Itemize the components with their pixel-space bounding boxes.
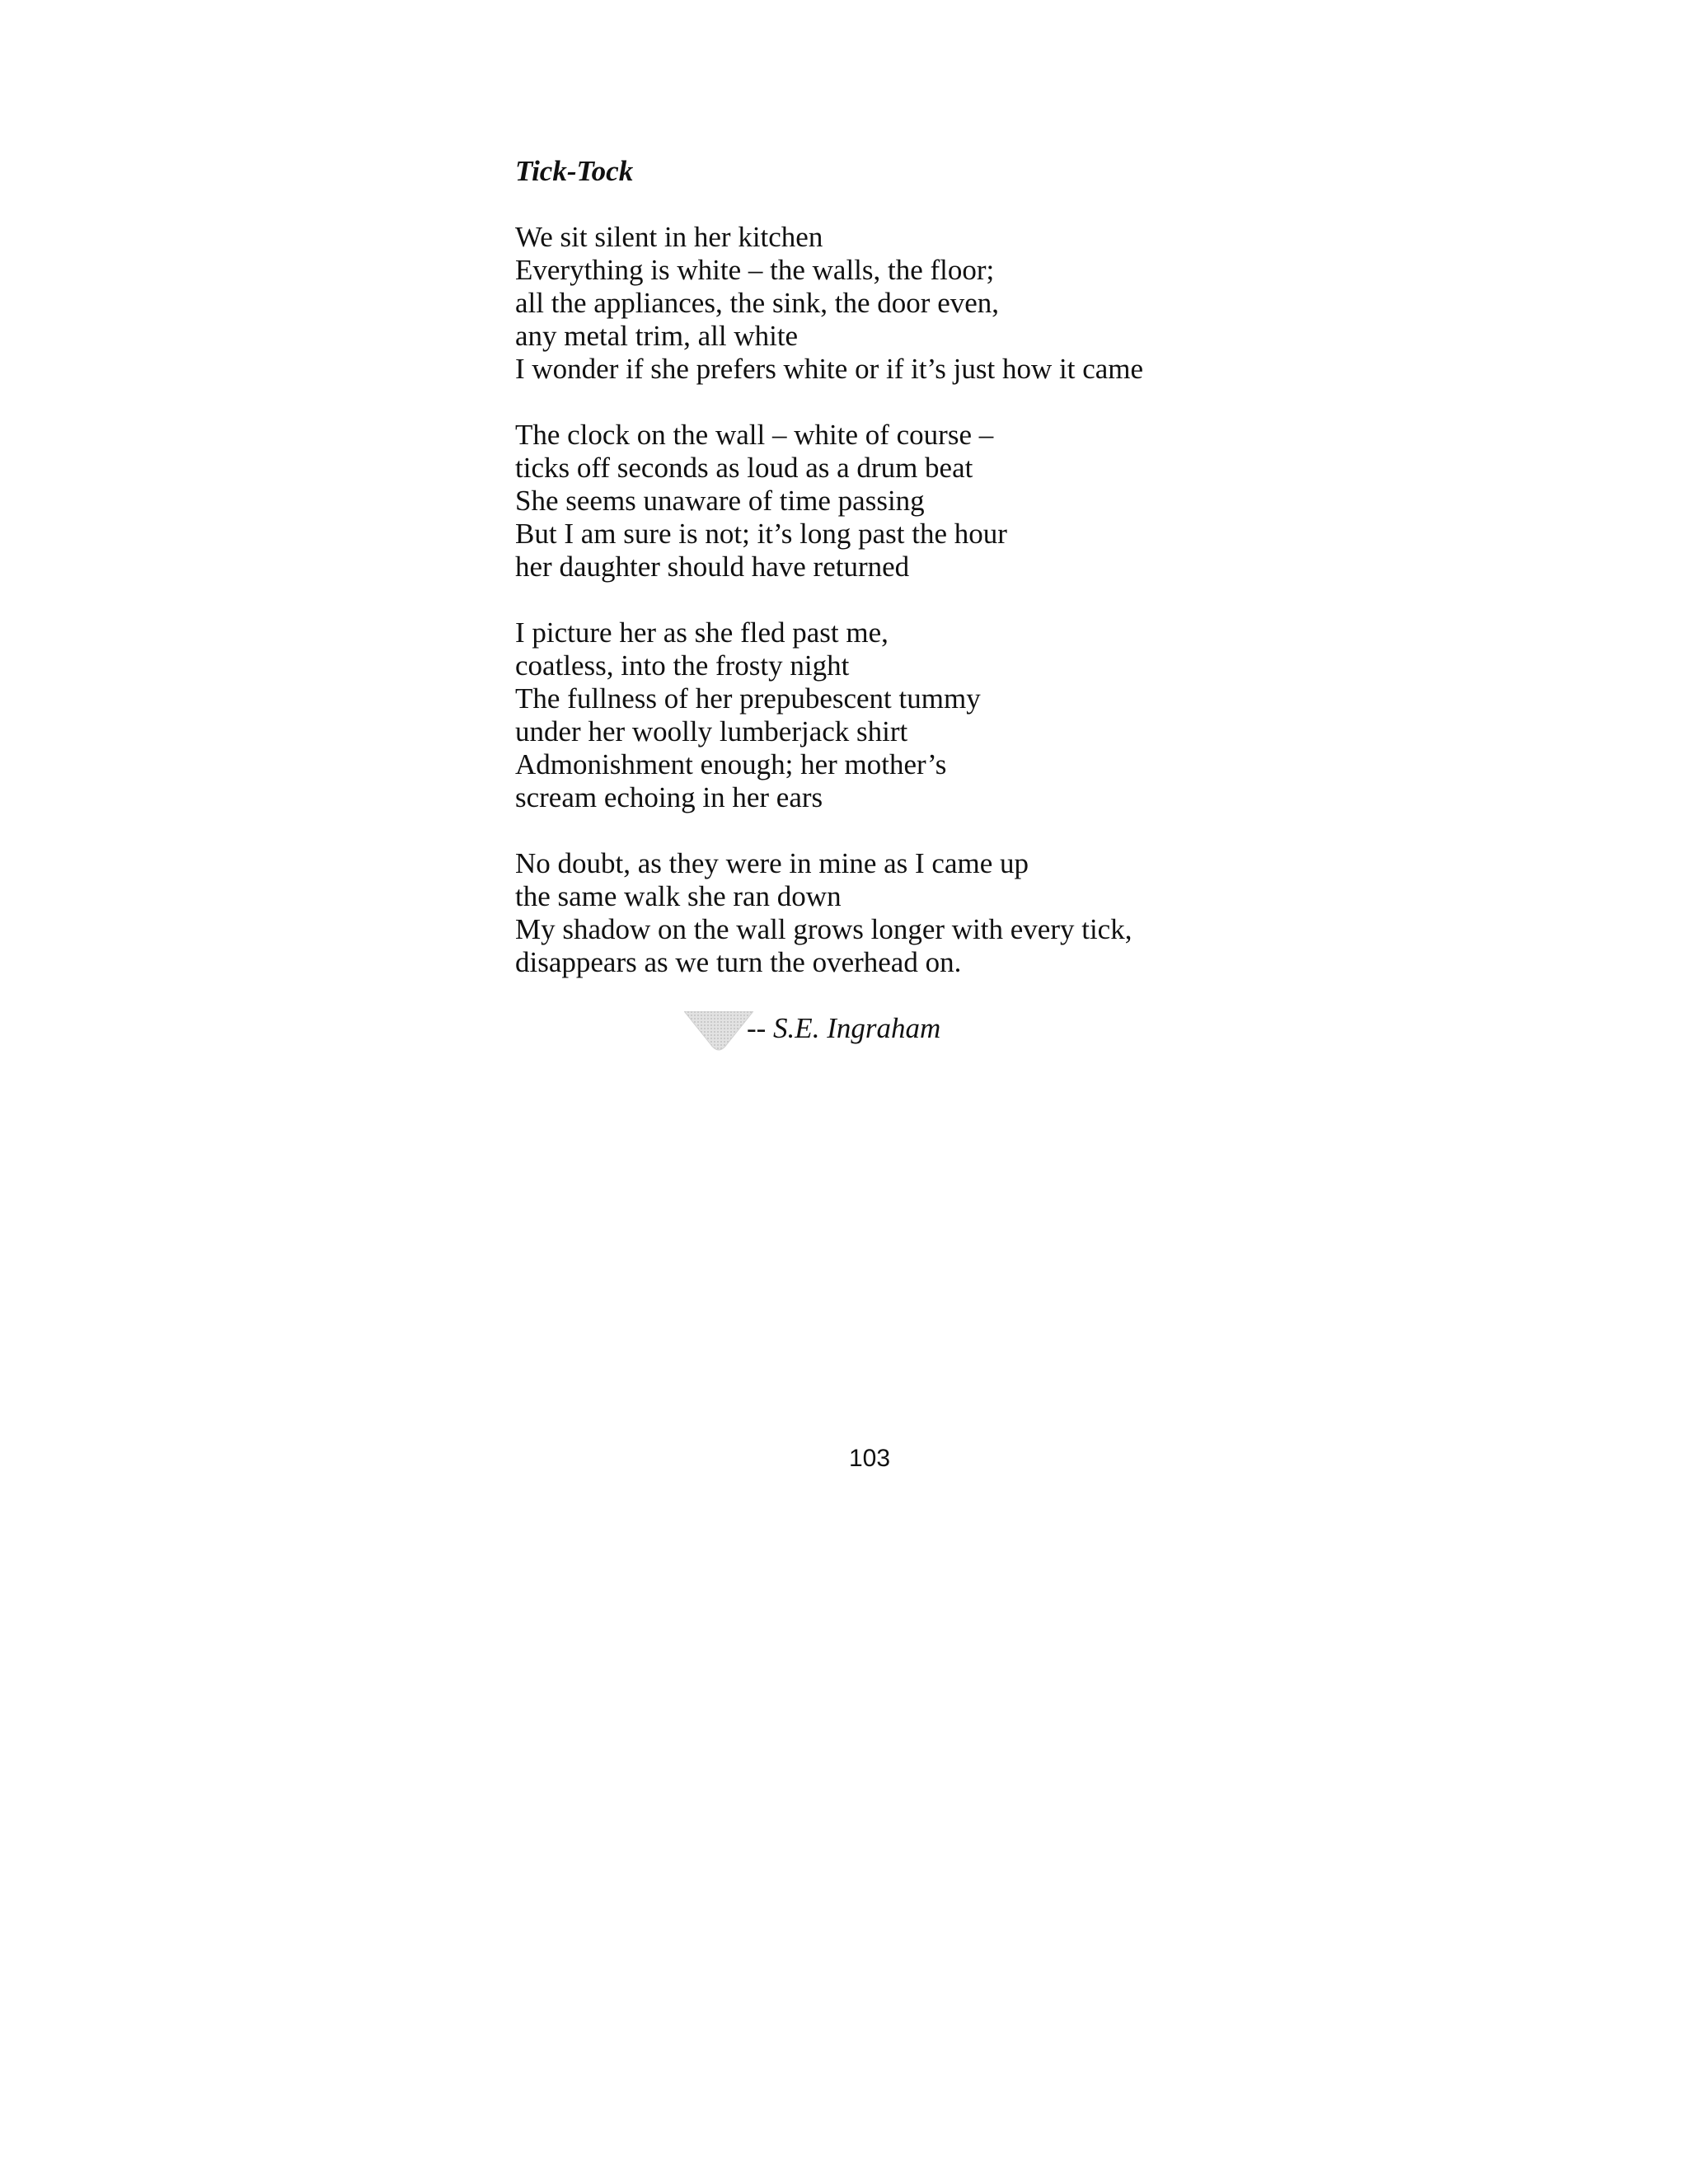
stanza-4: [515, 847, 1257, 979]
poem-line: She seems unaware of time passing: [515, 485, 925, 517]
stanza-1: [515, 221, 1257, 386]
poem-line: coatless, into the frosty night: [515, 649, 850, 682]
stanza-3: [515, 616, 1257, 814]
poem-line: Everything is white – the walls, the floor;: [515, 254, 995, 286]
poem-line: ticks off seconds as loud as a drum beat: [515, 452, 973, 484]
poem-line: the same walk she ran down: [515, 880, 842, 912]
poem-line: under her woolly lumberjack shirt: [515, 715, 908, 748]
poem-author: -- S.E. Ingraham: [747, 1012, 941, 1044]
poem-line: But I am sure is not; it’s long past the hour: [515, 518, 1007, 550]
poem-line: We sit silent in her kitchen: [515, 221, 823, 253]
poem-line: Admonishment enough; her mother’s: [515, 748, 947, 780]
poem-line: disappears as we turn the overhead on.: [515, 946, 962, 978]
gray-chevron-ornament-icon: [684, 1011, 753, 1054]
poem-line: her daughter should have returned: [515, 551, 910, 583]
poem-line: I picture her as she fled past me,: [515, 616, 889, 649]
poem-line: My shadow on the wall grows longer with every tick,: [515, 913, 1132, 945]
poem-line: any metal trim, all white: [515, 320, 799, 352]
stanza-2: [515, 419, 1257, 583]
page-number: 103: [848, 1445, 891, 1472]
poem-line: The clock on the wall – white of course –: [515, 419, 994, 451]
poem-line: scream echoing in her ears: [515, 781, 823, 813]
poem-line: No doubt, as they were in mine as I came up: [515, 847, 1029, 879]
poem-line: all the appliances, the sink, the door even,: [515, 287, 1000, 319]
poem-line: I wonder if she prefers white or if it’s just how it came: [515, 353, 1144, 385]
attribution: [684, 1007, 1014, 1057]
poem-title: Tick-Tock: [515, 155, 634, 187]
poem-line: The fullness of her prepubescent tummy: [515, 682, 981, 715]
poem: [515, 155, 1257, 1012]
